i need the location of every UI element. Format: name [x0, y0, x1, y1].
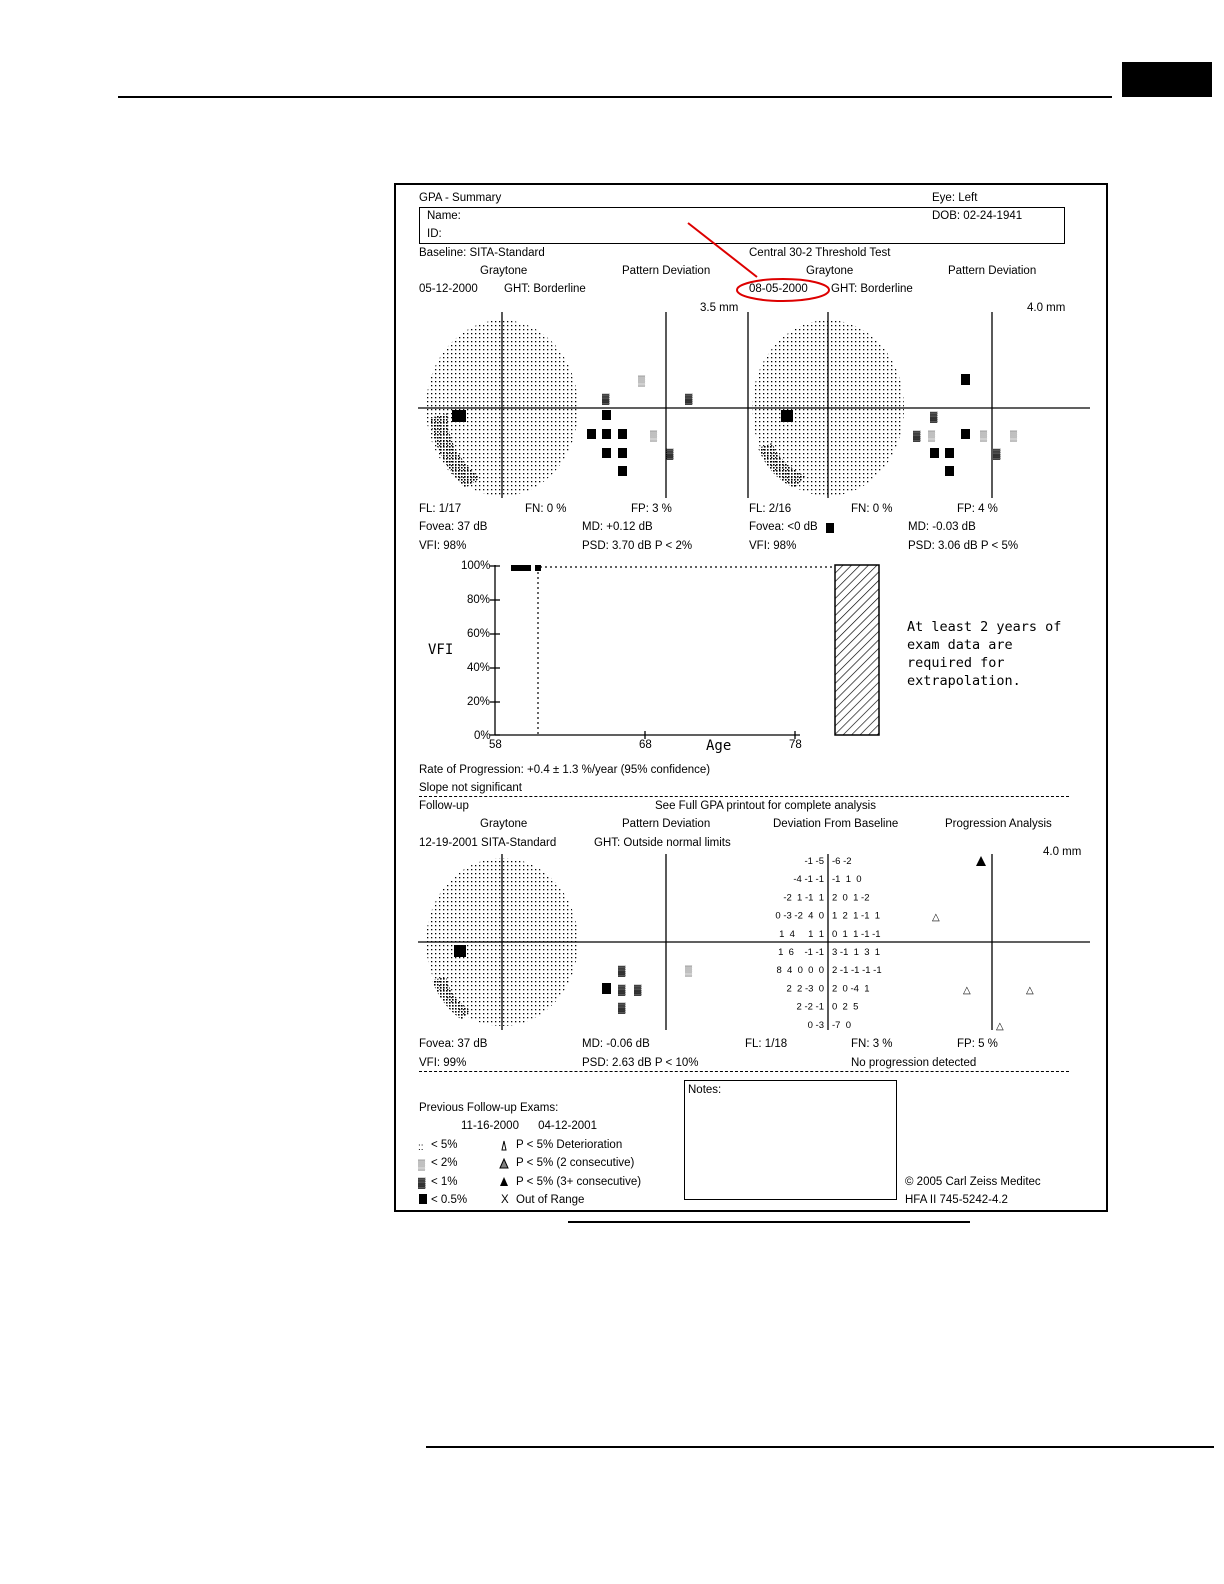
vfi-chart — [420, 555, 900, 755]
svg-text:▒: ▒ — [685, 966, 693, 977]
legend-p5: < 5% — [431, 1139, 458, 1151]
svg-text:▓: ▓ — [685, 394, 693, 405]
exam2-ght: GHT: Borderline — [831, 283, 913, 295]
exam2-fovea: Fovea: <0 dB — [749, 521, 818, 533]
followup-psd: PSD: 2.63 dB P < 10% — [582, 1057, 699, 1069]
deviation-left-row: -4 -1 -1 — [793, 874, 824, 886]
xtick-58: 58 — [489, 739, 502, 751]
caption-rule — [568, 1221, 970, 1223]
svg-text:▓: ▓ — [634, 985, 642, 996]
followup-ght: GHT: Outside normal limits — [594, 837, 731, 849]
ytick-100: 100% — [461, 560, 491, 572]
deviation-right-row: 2 0 -4 1 — [832, 983, 870, 995]
xtick-78: 78 — [789, 739, 802, 751]
svg-text:▓: ▓ — [418, 1178, 426, 1189]
section-divider-2 — [419, 1071, 1069, 1072]
legend-p05: < 0.5% — [431, 1194, 468, 1206]
svg-text:▒: ▒ — [418, 1160, 426, 1171]
deviation-left-row: 0 -3 — [807, 1019, 824, 1031]
followup-label: Follow-up — [419, 800, 469, 812]
exam2-vfi: VFI: 98% — [749, 540, 797, 552]
deviation-baseline-heading: Deviation From Baseline — [773, 818, 899, 830]
deviation-left-row: 1 6 -1 -1 — [778, 947, 824, 958]
svg-text:▓: ▓ — [618, 966, 626, 977]
exam1-fovea: Fovea: 37 dB — [419, 521, 488, 533]
svg-text:▓: ▓ — [913, 431, 921, 442]
legend-p2: < 2% — [431, 1157, 458, 1169]
copyright: © 2005 Carl Zeiss Meditec — [905, 1176, 1041, 1188]
followup-fovea: Fovea: 37 dB — [419, 1038, 488, 1050]
svg-text:▒: ▒ — [650, 431, 658, 442]
callout-line — [688, 223, 757, 277]
exam1-vfi: VFI: 98% — [419, 540, 467, 552]
dob-label: DOB: 02-24-1941 — [932, 210, 1023, 222]
chapter-tab — [1122, 62, 1212, 97]
notes-label: Notes: — [688, 1084, 722, 1096]
legend-out-of-range: Out of Range — [516, 1194, 585, 1206]
age-axis-label: Age — [706, 738, 732, 754]
deviation-left-row: 2 -2 -1 — [796, 1001, 824, 1013]
extrapolation-note: At least 2 years of exam data are required for extrapolation. — [907, 619, 1062, 689]
deviation-left-row: 8 4 0 0 0 — [776, 965, 824, 977]
ytick-20: 20% — [467, 696, 491, 708]
legend-deterioration: P < 5% Deterioration — [516, 1139, 623, 1151]
exam2-date: 08-05-2000 — [749, 283, 808, 295]
followup-fn: FN: 3 % — [851, 1038, 893, 1050]
progression-analysis-heading: Progression Analysis — [945, 818, 1052, 830]
deviation-right-row: 3 -1 1 3 1 — [832, 947, 881, 958]
baseline-label: Baseline: SITA-Standard — [419, 247, 545, 259]
legend-p1: < 1% — [431, 1176, 458, 1188]
see-full-note: See Full GPA printout for complete analysis — [655, 800, 876, 812]
graytone-heading-1: Graytone — [480, 265, 528, 277]
exam2-psd: PSD: 3.06 dB P < 5% — [908, 540, 1019, 552]
legend-oor-symbol: X — [501, 1194, 509, 1206]
followup-progression-analysis — [932, 854, 1034, 1032]
svg-text:▒: ▒ — [638, 376, 646, 387]
svg-text:▓: ▓ — [618, 985, 626, 996]
deviation-left-row: 1 4 1 1 — [779, 928, 824, 940]
exam1-date: 05-12-2000 — [419, 283, 478, 295]
previous-exams-label: Previous Follow-up Exams: — [419, 1102, 559, 1114]
svg-text:▓: ▓ — [993, 449, 1001, 460]
fovea-marker — [826, 523, 834, 533]
svg-text:△: △ — [996, 1021, 1004, 1032]
svg-text:△: △ — [963, 985, 971, 996]
followup-fp: FP: 5 % — [957, 1038, 998, 1050]
ytick-60: 60% — [467, 628, 491, 640]
model-number: HFA II 745-5242-4.2 — [905, 1194, 1008, 1206]
deviation-right-row: 0 2 5 — [832, 1001, 859, 1013]
followup-md: MD: -0.06 dB — [582, 1038, 650, 1050]
deviation-right-row: -7 0 — [832, 1019, 852, 1031]
deviation-right-row: -6 -2 — [832, 856, 852, 867]
exam1-md: MD: +0.12 dB — [582, 521, 653, 533]
name-label: Name: — [427, 210, 461, 222]
vfi-axis-label: VFI — [428, 642, 454, 658]
deviation-right-row: 0 1 1 -1 -1 — [832, 928, 881, 940]
pattern-deviation-heading-2: Pattern Deviation — [948, 265, 1037, 277]
test-label: Central 30-2 Threshold Test — [749, 247, 891, 259]
graytone-field-1 — [426, 312, 578, 498]
legend-2-consecutive: P < 5% (2 consecutive) — [516, 1157, 635, 1169]
deviation-right-row: 2 0 1 -2 — [832, 892, 870, 904]
report-title: GPA - Summary — [419, 192, 502, 204]
followup-pattern-heading: Pattern Deviation — [622, 818, 711, 830]
exam1-fp: FP: 3 % — [631, 503, 672, 515]
svg-text:△: △ — [1026, 985, 1034, 996]
pattern-deviation-2 — [913, 312, 1018, 498]
svg-text:▒: ▒ — [928, 431, 936, 442]
callout-ellipse — [737, 279, 829, 301]
svg-text:▓: ▓ — [618, 1003, 626, 1014]
ytick-0: 0% — [474, 730, 491, 742]
exam2-fl: FL: 2/16 — [749, 503, 792, 515]
svg-text:▓: ▓ — [930, 412, 938, 423]
legend-3-consecutive: P < 5% (3+ consecutive) — [516, 1176, 642, 1188]
deviation-left-row: 2 2 -3 0 — [786, 983, 824, 995]
exam2-fp: FP: 4 % — [957, 503, 998, 515]
ytick-80: 80% — [467, 594, 491, 606]
followup-size: 4.0 mm — [1043, 846, 1082, 858]
exam1-fl: FL: 1/17 — [419, 503, 462, 515]
previous-exam-dates: 11-16-2000 04-12-2001 — [461, 1120, 597, 1132]
deviation-right-row: 2 -1 -1 -1 -1 — [832, 965, 882, 977]
footer-rule — [426, 1446, 1214, 1448]
header-rule — [118, 96, 1112, 98]
id-label: ID: — [427, 228, 442, 240]
exam2-fn: FN: 0 % — [851, 503, 893, 515]
eye-label: Eye: Left — [932, 192, 978, 204]
exam2-size: 4.0 mm — [1027, 302, 1066, 314]
svg-text:△: △ — [932, 912, 940, 923]
pattern-deviation-1 — [587, 312, 693, 498]
rate-of-progression: Rate of Progression: +0.4 ± 1.3 %/year (95% confidence) — [419, 764, 711, 776]
deviation-right-row: 1 2 1 -1 1 — [832, 910, 881, 922]
followup-graytone-heading: Graytone — [480, 818, 528, 830]
svg-text:▒: ▒ — [980, 431, 988, 442]
deviation-right-row: -1 1 0 — [832, 874, 862, 886]
baseline-fields — [410, 308, 1090, 500]
deviation-left-row: -1 -5 — [804, 856, 824, 867]
graytone-field-2 — [752, 312, 904, 498]
followup-fl: FL: 1/18 — [745, 1038, 788, 1050]
notes-box — [684, 1080, 897, 1200]
graytone-heading-2: Graytone — [806, 265, 854, 277]
followup-fields — [410, 852, 1090, 1032]
svg-text:▒: ▒ — [1010, 431, 1018, 442]
no-progression: No progression detected — [851, 1057, 977, 1069]
followup-date: 12-19-2001 SITA-Standard — [419, 837, 557, 849]
date-callout — [680, 220, 840, 310]
exam1-fn: FN: 0 % — [525, 503, 567, 515]
slope-note: Slope not significant — [419, 782, 522, 794]
exam1-psd: PSD: 3.70 dB P < 2% — [582, 540, 693, 552]
svg-text:::: :: — [418, 1142, 424, 1153]
exam1-size: 3.5 mm — [700, 302, 739, 314]
svg-text:▓: ▓ — [666, 449, 674, 460]
followup-vfi: VFI: 99% — [419, 1057, 467, 1069]
deviation-left-row: 0 -3 -2 4 0 — [775, 910, 824, 922]
deviation-left-row: -2 1 -1 1 — [783, 892, 824, 904]
ytick-40: 40% — [467, 662, 491, 674]
exam2-md: MD: -0.03 dB — [908, 521, 976, 533]
svg-text:▓: ▓ — [602, 394, 610, 405]
exam1-ght: GHT: Borderline — [504, 283, 586, 295]
section-divider-1 — [419, 796, 1069, 797]
pattern-deviation-heading-1: Pattern Deviation — [622, 265, 711, 277]
xtick-68: 68 — [639, 739, 652, 751]
